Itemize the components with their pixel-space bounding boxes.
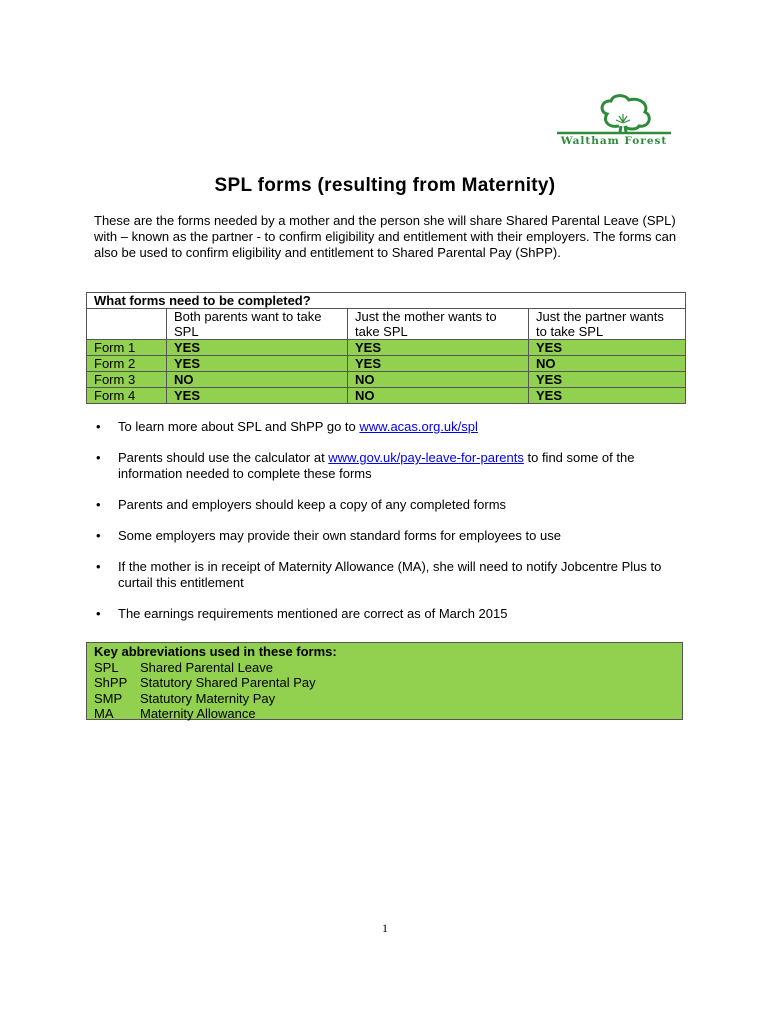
table-cell: YES [348,340,529,356]
abbreviation: ShPP [94,675,128,690]
bullet: • [96,450,101,465]
forms-table-heading: What forms need to be completed? [87,293,686,309]
page-title: SPL forms (resulting from Maternity) [214,175,556,196]
table-cell: YES [529,340,686,356]
bullet: • [96,606,101,621]
bullet: • [96,419,101,434]
abbreviation-meaning: Statutory Shared Parental Pay [140,675,316,690]
abbreviation-row [94,706,675,722]
table-header-row [87,309,686,340]
list-item [96,559,676,591]
table-cell: YES [348,356,529,372]
table-row [87,372,686,388]
note-text: to find some of the information needed to complete these forms [118,450,635,481]
abbreviation: SPL [94,659,119,675]
column-header: Just the partner wants to take SPL [529,309,686,340]
intro-paragraph: These are the forms needed by a mother and the person she will share Shared Parental Leave (SPL) with – known as the partner - to confirm eligibility and entitlement with their employers. The forms can also be used to confirm eligibility and entitlement to Shared Parental Pay (ShPP). [94,213,677,260]
tree-icon [553,92,675,136]
gov-calculator-link[interactable]: www.gov.uk/pay-leave-for-parents [328,450,524,465]
waltham-forest-logo [553,92,675,150]
list-item [96,606,676,622]
abbreviation-meaning: Statutory Maternity Pay [140,690,276,706]
column-header [87,309,167,340]
note-text: Parents should use the calculator at [118,450,329,465]
table-cell: NO [348,388,529,404]
table-cell: YES [167,388,348,404]
note-text: Some employers may provide their own standard forms for employees to use [118,528,561,543]
row-label: Form 1 [87,340,167,356]
list-item [96,450,676,482]
logo-text: Waltham Forest [560,135,668,147]
row-label: Form 3 [87,372,167,388]
table-row [87,340,686,356]
abbreviations-heading: Key abbreviations used in these forms: [94,644,337,659]
column-header: Just the mother wants to take SPL [348,309,529,340]
table-row [87,356,686,372]
table-cell: NO [529,356,686,372]
list-item [96,419,676,435]
forms-table [86,292,686,404]
abbreviations-box [86,642,683,720]
abbreviation-row [94,691,675,707]
bullet: • [96,497,101,512]
row-label: Form 4 [87,388,167,404]
abbreviation-meaning: Maternity Allowance [140,706,256,721]
table-cell: NO [348,372,529,388]
note-text: If the mother is in receipt of Maternity Allowance (MA), she will need to notify Jobcentre Plus to curtail this entitlement [118,559,662,590]
list-item [96,528,676,544]
note-text: Parents and employers should keep a copy of any completed forms [118,497,507,512]
table-cell: YES [167,356,348,372]
list-item [96,497,676,513]
acas-link[interactable]: www.acas.org.uk/spl [359,419,478,434]
abbreviation-row [94,660,675,676]
table-cell: YES [529,388,686,404]
abbreviation: SMP [94,690,123,706]
table-cell: YES [167,340,348,356]
bullet: • [96,559,101,574]
abbreviation-row [94,675,675,691]
bullet: • [96,528,101,543]
abbreviation-meaning: Shared Parental Leave [140,659,273,675]
note-text: To learn more about SPL and ShPP go to [118,419,360,434]
abbreviation: MA [94,706,114,721]
column-header: Both parents want to take SPL [167,309,348,340]
note-text: The earnings requirements mentioned are correct as of March 2015 [118,606,508,621]
table-cell: YES [529,372,686,388]
table-cell: NO [167,372,348,388]
page-number: 1 [382,921,388,935]
row-label: Form 2 [87,356,167,372]
notes-list [96,419,676,637]
table-row [87,388,686,404]
